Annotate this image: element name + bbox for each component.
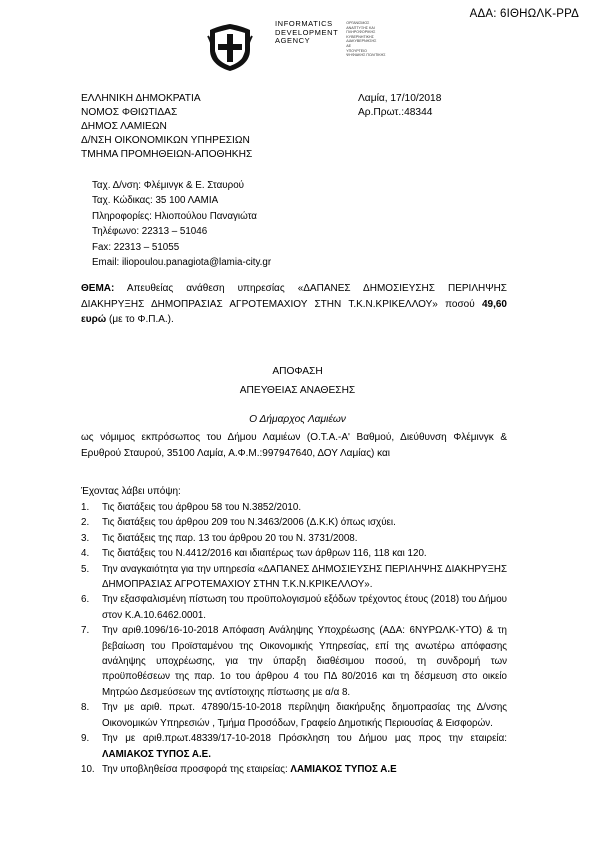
considerations-list xyxy=(81,500,507,777)
ida-gr-line: ΚΥΒΕΡΝΗΤΙΚΗΣ xyxy=(346,34,374,39)
contact-block xyxy=(92,178,271,270)
item-text: Τις διατάξεις του άρθρου 58 του Ν.3852/2010. xyxy=(102,502,302,513)
contact-person: Πληροφορίες: Ηλιοπούλου Παναγιώτα xyxy=(92,210,257,222)
item-text: Την εξασφαλισμένη πίστωση του προϋπολογισμού εξόδων τρέχοντος έτους (2018) του Δήμου στον Κ.Α.10.6462.0001. xyxy=(102,594,507,621)
item-number: 1. xyxy=(81,502,90,513)
item-number: 8. xyxy=(81,702,90,714)
greek-republic-emblem-icon xyxy=(206,22,254,72)
ida-gr-line: ΥΠΟΥΡΓΕΙΟ xyxy=(346,48,367,53)
item-text: Την με αριθ. πρωτ. 47890/15-10-2018 περίληψη διακήρυξης δημοπρασίας της Δ/νσης Οικονομικών Υπηρεσιών , Τμήμα Προσόδων, Γραφείο Δημοτικής Περιουσίας & Εισφορών. xyxy=(102,702,507,729)
item-number: 3. xyxy=(81,532,90,544)
subject-paragraph xyxy=(81,281,507,328)
considerations-heading: Έχοντας λάβει υπόψη: xyxy=(81,486,181,497)
list-item xyxy=(81,731,507,762)
issuer-line: ΝΟΜΟΣ ΦΘΙΩΤΙΔΑΣ xyxy=(81,107,178,118)
date-protocol-block xyxy=(358,92,441,120)
item-number: 10. xyxy=(81,763,95,775)
ida-gr-line: ΨΗΦΙΑΚΗΣ ΠΟΛΙΤΙΚΗΣ xyxy=(346,53,386,58)
ida-gr-line: ΟΡΓΑΝΙΣΜΟΣ xyxy=(346,21,370,25)
ida-english-text xyxy=(275,20,338,58)
list-item xyxy=(81,623,507,700)
list-item xyxy=(81,515,507,530)
item-text xyxy=(102,731,507,762)
ida-gr-line: ΠΛΗΡΟΦΟΡΙΚΗΣ xyxy=(346,30,376,35)
issuer-line: ΕΛΛΗΝΙΚΗ ΔΗΜΟΚΡΑΤΙΑ xyxy=(81,93,201,104)
issuer-line: ΔΗΜΟΣ ΛΑΜΙΕΩΝ xyxy=(81,121,167,132)
item-text xyxy=(102,762,507,777)
subject-amount: 49,60 ευρώ xyxy=(81,298,507,325)
subject-label: ΘΕΜΑ: xyxy=(81,283,115,294)
intro-paragraph: ως νόμιμος εκπρόσωπος του Δήμου Λαμιέων (Ο.Τ.Α.-Α' Βαθμού, Διεύθυνση Φλέμινγκ & Ερυθρού Σταυρού, 35100 Λαμία, Α.Φ.Μ.:997947640, ΔΟΥ Λαμίας) και xyxy=(81,432,507,459)
mayor-heading: Ο Δήμαρχος Λαμιέων xyxy=(249,414,346,425)
item-company: ΛΑΜΙΑΚΟΣ ΤΥΠΟΣ Α.Ε. xyxy=(102,748,211,760)
ida-gr-line: ΔΙΑΚΥΒΕΡΝΗΣΗΣ xyxy=(346,39,377,44)
list-item xyxy=(81,531,507,546)
issuer-line: ΤΜΗΜΑ ΠΡΟΜΗΘΕΙΩΝ-ΑΠΟΘΗΚΗΣ xyxy=(81,149,253,160)
ida-gr-line: ΑΝΑΠΤΥΞΗΣ ΚΑΙ xyxy=(346,25,375,30)
subject-text: Απευθείας ανάθεση υπηρεσίας «ΔΑΠΑΝΕΣ ΔΗΜΟΣΙΕΥΣΗΣ ΠΕΡΙΛΗΨΗΣ ΔΙΑΚΗΡΥΞΗΣ ΔΗΜΟΠΡΑΣΙΑΣ ΑΓΡΟΤΕΜΑΧΙΟΥ ΣΤΗΝ Τ.Κ.Ν.ΚΡΙΚΕΛΛΟΥ» ποσού xyxy=(81,283,507,310)
contact-phone: Τηλέφωνο: 22313 – 51046 xyxy=(92,226,208,238)
item-number: 2. xyxy=(81,517,90,529)
protocol-number: Αρ.Πρωτ.:48344 xyxy=(358,107,433,118)
list-item xyxy=(81,500,507,515)
list-item xyxy=(81,700,507,731)
item-number: 6. xyxy=(81,594,90,606)
contact-address: Ταχ. Δ/νση: Φλέμινγκ & Ε. Σταυρού xyxy=(92,180,244,191)
item-text: Τις διατάξεις του Ν.4412/2016 και ιδιαιτέρως των άρθρων 116, 118 και 120. xyxy=(102,548,427,560)
item-number: 7. xyxy=(81,625,90,637)
item-number: 5. xyxy=(81,563,90,575)
issuer-line: Δ/ΝΣΗ ΟΙΚΟΝΟΜΙΚΩΝ ΥΠΗΡΕΣΙΩΝ xyxy=(81,135,250,146)
item-text: Την αριθ.1096/16-10-2018 Απόφαση Ανάληψης Υποχρέωσης (ΑΔΑ: 6ΝΥΡΩΛΚ-ΥΤΟ) & τη βεβαίωση του Προϊσταμένου της Οικονομικής Υπηρεσίας, επί της ανωτέρω απόφασης ανάληψης υποχρέωσης, για την ύπαρξη διαθέσιμου ποσού, τη συνδρομή των προϋποθέσεων της παρ. 1ο του άρθρου 4 του ΠΔ 80/2016 και τη δέσμευση στο οικείο Μητρώο Δεσμεύσεων της αντίστοιχης πίστωσης με α/α 8. xyxy=(102,625,507,698)
list-item xyxy=(81,762,507,777)
issuer-block xyxy=(81,92,252,162)
list-item xyxy=(81,562,507,593)
item-text: Τις διατάξεις του άρθρου 209 του Ν.3463/2006 (Δ.Κ.Κ) όπως ισχύει. xyxy=(102,517,396,529)
ada-code: ΑΔΑ: 6ΙΘΗΩΛΚ-ΡΡΔ xyxy=(469,8,579,20)
ida-en-line: INFORMATICS xyxy=(275,19,333,28)
ida-en-line: AGENCY xyxy=(275,36,311,45)
subject-tail: (με το Φ.Π.Α.). xyxy=(108,314,174,325)
ida-gr-line: ΑΕ xyxy=(346,43,352,48)
ida-en-line: DEVELOPMENT xyxy=(275,27,339,37)
contact-fax: Fax: 22313 – 51055 xyxy=(92,241,180,253)
item-body: Την υποβληθείσα προσφορά της εταιρείας: xyxy=(102,763,288,775)
item-text: Την αναγκαιότητα για την υπηρεσία «ΔΑΠΑΝΕΣ ΔΗΜΟΣΙΕΥΣΗΣ ΠΕΡΙΛΗΨΗΣ ΔΙΑΚΗΡΥΞΗΣ ΔΗΜΟΠΡΑΣΙΑΣ ΑΓΡΟΤΕΜΑΧΙΟΥ ΣΤΗΝ Τ.Κ.Ν.ΚΡΙΚΕΛΛΟΥ». xyxy=(102,563,507,591)
list-item xyxy=(81,546,507,561)
ida-greek-text xyxy=(346,20,385,58)
document-date: Λαμία, 17/10/2018 xyxy=(358,93,442,104)
decision-subtitle: ΑΠΕΥΘΕΙΑΣ ΑΝΑΘΕΣΗΣ xyxy=(239,385,356,396)
item-number: 9. xyxy=(81,733,90,745)
list-item xyxy=(81,592,507,623)
item-company: ΛΑΜΙΑΚΟΣ ΤΥΠΟΣ Α.Ε xyxy=(290,763,397,775)
item-number: 4. xyxy=(81,548,90,560)
contact-email: Email: iliopoulou.panagiota@lamia-city.gr xyxy=(92,257,272,269)
decision-title: ΑΠΟΦΑΣΗ xyxy=(272,366,323,377)
item-text: Τις διατάξεις της παρ. 13 του άρθρου 20 του Ν. 3731/2008. xyxy=(102,532,358,544)
item-body: Την με αριθ.πρωτ.48339/17-10-2018 Πρόσκληση του Δήμου μας προς την εταιρεία: xyxy=(102,733,507,745)
contact-postcode: Ταχ. Κώδικας: 35 100 ΛΑΜΙΑ xyxy=(92,195,219,207)
ida-logo xyxy=(275,20,386,58)
